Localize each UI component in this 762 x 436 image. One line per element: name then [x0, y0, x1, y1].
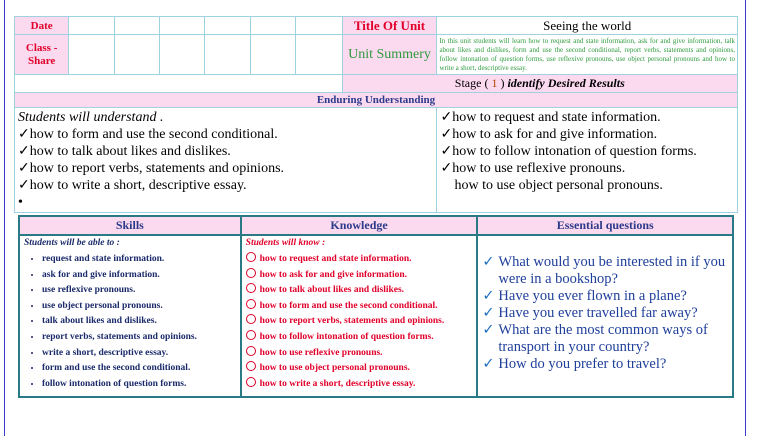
list-item: • use reflexive pronouns.	[42, 283, 236, 299]
date-cell[interactable]	[250, 17, 295, 35]
skills-list	[24, 252, 236, 392]
stage-prefix: Stage (	[454, 76, 492, 90]
class-cell[interactable]	[205, 35, 250, 75]
class-cell[interactable]	[296, 35, 342, 75]
list-item: how to form and use the second conditional.	[246, 299, 473, 315]
circle-bullet-icon	[246, 283, 256, 293]
list-item: ✓how to ask for and give information.	[440, 127, 658, 142]
check-icon: ✓	[482, 288, 495, 304]
date-cell[interactable]	[69, 17, 114, 35]
list-item: • form and use the second conditional.	[42, 361, 236, 377]
circle-bullet-icon	[246, 330, 256, 340]
date-cell[interactable]	[114, 17, 159, 35]
circle-bullet-icon	[246, 314, 256, 324]
list-item: ✓how to form and use the second conditional.	[18, 127, 278, 142]
list-item: how to talk about likes and dislikes.	[246, 283, 473, 299]
unit-title-value: Seeing the world	[437, 17, 738, 35]
essential-questions-header: Essential questions	[477, 216, 733, 235]
check-icon: ✓	[18, 127, 30, 142]
list-item: how to use reflexive pronouns.	[246, 346, 473, 362]
knowledge-header: Knowledge	[241, 216, 478, 235]
circle-bullet-icon	[246, 346, 256, 356]
circle-bullet-icon	[246, 299, 256, 309]
list-item: ✓how to request and state information.	[440, 110, 661, 125]
circle-bullet-icon	[246, 377, 256, 387]
check-icon: ✓	[440, 110, 453, 125]
date-cell[interactable]	[160, 17, 205, 35]
knowledge-intro: Students will know :	[245, 238, 326, 248]
enduring-intro: Students will understand .	[18, 110, 164, 125]
class-cell[interactable]	[250, 35, 295, 75]
list-item: • report verbs, statements and opinions.	[42, 330, 236, 346]
essential-questions-cell	[477, 235, 733, 397]
enduring-understanding-title: Enduring Understanding	[15, 93, 738, 108]
list-item: how to request and state information.	[246, 252, 473, 268]
date-label: Date	[15, 17, 69, 35]
circle-bullet-icon	[246, 361, 256, 371]
list-item: • use object personal pronouns.	[42, 299, 236, 315]
date-cell[interactable]	[296, 17, 342, 35]
circle-bullet-icon	[246, 252, 256, 262]
list-item: ✓ Have you ever travelled far away?	[482, 305, 698, 321]
list-item: ✓how to talk about likes and dislikes.	[18, 144, 231, 159]
check-icon: ✓	[482, 305, 495, 321]
class-share-label: Class - Share	[15, 35, 69, 75]
check-icon: ✓	[18, 144, 30, 159]
title-of-unit-label: Title Of Unit	[342, 17, 437, 35]
list-item: ✓ What are the most common ways of transport in your country?	[482, 322, 708, 355]
date-cell[interactable]	[205, 17, 250, 35]
list-item: ✓ How do you prefer to travel?	[482, 356, 667, 372]
check-icon: ✓	[482, 322, 495, 338]
stage-suffix: )	[497, 76, 505, 90]
list-item: • follow intonation of question forms.	[42, 377, 236, 393]
stage-number: 1	[491, 76, 498, 90]
list-item: ✓how to write a short, descriptive essay.	[18, 178, 247, 193]
stage-heading	[342, 75, 737, 93]
list-item: • ask for and give information.	[42, 268, 236, 284]
list-item: ✓how to report verbs, statements and opinions.	[18, 161, 285, 176]
unit-summary-label: Unit Summery	[342, 35, 437, 75]
unit-summary-text: In this unit students will learn how to request and state information, ask for and give information, talk about likes and dislikes, form and use the second conditional, report verbs, statements and opinions, follow intonation of question forms, use reflexive pronouns, use object personal pronouns and how to write a short, descriptive essay.	[437, 35, 738, 75]
class-cell[interactable]	[160, 35, 205, 75]
list-item: how to ask for and give information.	[246, 268, 473, 284]
check-icon: ✓	[482, 356, 495, 372]
list-item: how to report verbs, statements and opinions.	[246, 314, 473, 330]
check-icon: ✓	[440, 161, 453, 176]
list-item: how to use object personal pronouns.	[246, 361, 473, 377]
list-item: • talk about likes and dislikes.	[42, 314, 236, 330]
check-icon: ✓	[482, 254, 495, 270]
list-item: ✓ Have you ever flown in a plane?	[482, 288, 687, 304]
stage-title: identify Desired Results	[507, 76, 625, 90]
enduring-right-column	[437, 108, 738, 213]
knowledge-cell	[241, 235, 478, 397]
check-icon: ✓	[440, 127, 453, 142]
skills-intro: Students will be able to :	[24, 238, 120, 248]
unit-header-table	[14, 16, 738, 213]
skills-knowledge-table	[18, 215, 734, 398]
class-cell[interactable]	[69, 35, 114, 75]
list-item: ✓ What would you be interested in if you were in a bookshop?	[482, 254, 726, 287]
circle-bullet-icon	[246, 268, 256, 278]
bullet-icon: •	[18, 195, 23, 210]
list-item: • request and state information.	[42, 252, 236, 268]
skills-cell	[19, 235, 241, 397]
list-item: how to follow intonation of question forms.	[246, 330, 473, 346]
list-item: ✓how to follow intonation of question forms.	[440, 144, 697, 159]
check-icon: ✓	[18, 161, 30, 176]
enduring-left-column	[15, 108, 437, 213]
blank-cell	[15, 75, 343, 93]
check-icon: ✓	[18, 178, 30, 193]
skills-header: Skills	[19, 216, 241, 235]
list-item: • write a short, descriptive essay.	[42, 346, 236, 362]
check-icon: ✓	[440, 144, 453, 159]
class-cell[interactable]	[114, 35, 159, 75]
list-item: how to write a short, descriptive essay.	[246, 377, 473, 393]
list-item: how to use object personal pronouns.	[454, 178, 663, 193]
list-item: ✓how to use reflexive pronouns.	[440, 161, 626, 176]
